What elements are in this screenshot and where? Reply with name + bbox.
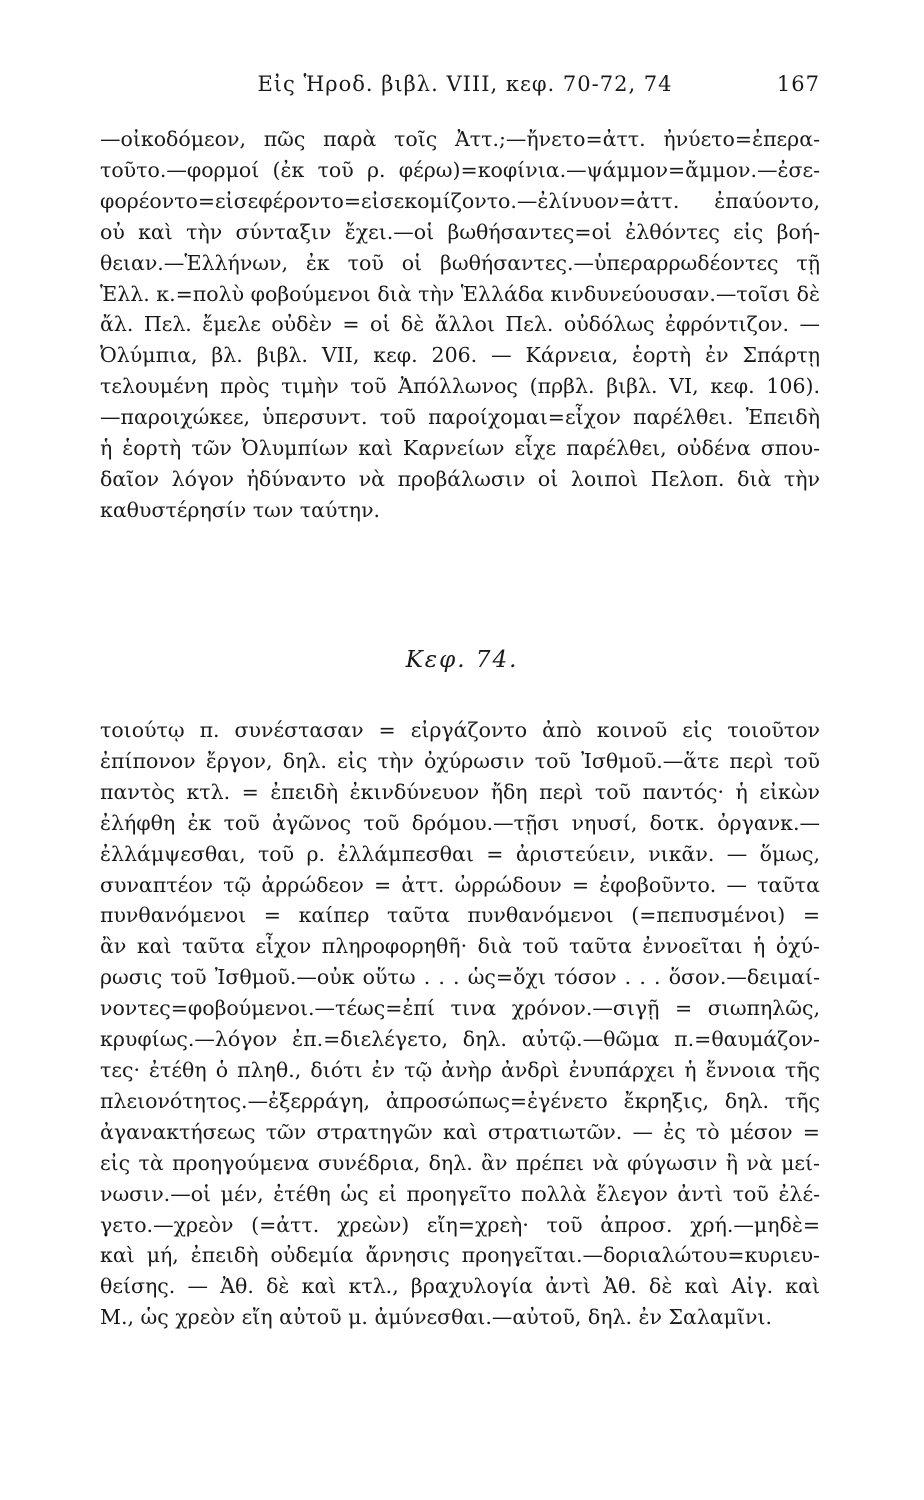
text-line: καὶ μή, ἐπειδὴ οὐδεμία ἄρνησις προηγεῖται.—δοριαλώτου=κυριευ- — [100, 1243, 820, 1268]
text-line: θείσης. — Ἀθ. δὲ καὶ κτλ., βραχυλογία ἀντὶ Ἀθ. δὲ καὶ Αἰγ. καὶ — [100, 1274, 820, 1299]
text-line: παντὸς κτλ. = ἐπειδὴ ἐκινδύνευον ἤδη περὶ τοῦ παντός· ἡ εἰκὼν — [100, 779, 820, 804]
text-line: δαῖον λόγον ἠδύναντο νὰ προβάλωσιν οἱ λοιποὶ Πελοπ. διὰ τὴν — [100, 466, 820, 491]
text-line: —οἰκοδόμεον, πῶς παρὰ τοῖς Ἀττ.;—ἤνετο=ἀττ. ἠνύετο=ἐπερα- — [100, 127, 820, 151]
running-head — [110, 72, 820, 112]
text-line: ρωσις τοῦ Ἰσθμοῦ.—οὐκ οὕτω . . . ὡς=ὄχι τόσον . . . ὅσον.—δειμαί- — [100, 965, 820, 990]
text-line: τελουμένη πρὸς τιμὴν τοῦ Ἀπόλλωνος (πρβλ. βιβλ. VI, κεφ. 106). — [100, 374, 820, 399]
text-line: πυνθανόμενοι = καίπερ ταῦτα πυνθανόμενοι (=πεπυσμένοι) = — [100, 903, 820, 928]
text-line: νοντες=φοβούμενοι.—τέως=ἐπί τινα χρόνον.—σιγῇ = σιωπηλῶς, — [100, 996, 820, 1021]
text-line: ἂν καὶ ταῦτα εἶχον πληροφορηθῆ· διὰ τοῦ ταῦτα ἐννοεῖται ἡ ὀχύ- — [100, 934, 820, 959]
text-line: καθυστέρησίν των ταύτην. — [100, 497, 381, 522]
commentary-section-1 — [100, 124, 820, 526]
text-line: ἀγανακτήσεως τῶν στρατηγῶν καὶ στρατιωτῶν. — ἐς τὸ μέσον = — [100, 1119, 820, 1144]
text-line: πλειονότητος.—ἐξερράγη, ἀπροσώπως=ἐγένετο ἔκρηξις, δηλ. τῆς — [100, 1088, 820, 1113]
running-title: Εἰς Ἡροδ. βιβλ. VIII, κεφ. 70-72, 74 — [257, 72, 673, 96]
text-line: γετο.—χρεὸν (=ἀττ. χρεὼν) εἴη=χρεὴ· τοῦ ἀπροσ. χρή.—μηδὲ= — [100, 1212, 820, 1237]
text-line: Ὀλύμπια, βλ. βιβλ. VII, κεφ. 206. — Κάρνεια, ἑορτὴ ἐν Σπάρτῃ — [100, 343, 820, 368]
text-line: συναπτέον τῷ ἀρρώδεον = ἀττ. ὠρρώδουν = ἐφοβοῦντο. — ταῦτα — [100, 872, 820, 897]
text-line: φορέοντο=εἰσεφέροντο=εἰσεκομίζοντο.—ἐλίνυον=ἀττ. ἐπαύοντο, — [100, 188, 820, 213]
paragraph-2 — [100, 715, 820, 1333]
chapter-heading: Κεφ. 74. — [405, 647, 519, 673]
commentary-section-2 — [100, 715, 820, 1333]
text-line: θειαν.—Ἑλλήνων, ἐκ τοῦ οἱ βωθήσαντες.—ὑπεραρρωδέοντες τῇ — [100, 250, 820, 275]
text-line: Μ., ὡς χρεὸν εἴη αὐτοῦ μ. ἀμύνεσθαι.—αὐτοῦ, δηλ. ἐν Σαλαμῖνι. — [100, 1305, 773, 1330]
page-number: 167 — [776, 72, 820, 96]
text-line: εἰς τὰ προηγούμενα συνέδρια, δηλ. ἂν πρέπει νὰ φύγωσιν ἢ νὰ μεί- — [100, 1150, 820, 1175]
text-line: —παροιχώκεε, ὑπερσυντ. τοῦ παροίχομαι=εἶχον παρέλθει. Ἐπειδὴ — [100, 405, 820, 430]
text-line: τες· ἐτέθη ὁ πληθ., διότι ἐν τῷ ἀνὴρ ἀνδρὶ ἐνυπάρχει ἡ ἔννοια τῆς — [100, 1057, 820, 1082]
text-line: τοιούτῳ π. συνέστασαν = εἰργάζοντο ἀπὸ κοινοῦ εἰς τοιοῦτον — [100, 718, 820, 742]
text-line: ἐπίπονον ἔργον, δηλ. εἰς τὴν ὀχύρωσιν τοῦ Ἰσθμοῦ.—ἅτε περὶ τοῦ — [100, 748, 820, 773]
text-line: ἐλήφθη ἐκ τοῦ ἀγῶνος τοῦ δρόμου.—τῇσι νηυσί, δοτκ. ὀργανκ.— — [100, 810, 820, 835]
text-line: ἄλ. Πελ. ἔμελε οὐδὲν = οἱ δὲ ἄλλοι Πελ. οὐδόλως ἐφρόντιζον. — — [100, 312, 820, 337]
paragraph-1 — [100, 124, 820, 526]
text-line: ἡ ἑορτὴ τῶν Ὀλυμπίων καὶ Καρνείων εἶχε παρέλθει, οὐδένα σπου- — [100, 436, 820, 461]
text-line: τοῦτο.—φορμοί (ἐκ τοῦ ρ. φέρω)=κοφίνια.—ψάμμον=ἄμμον.—ἐσε- — [100, 157, 820, 182]
text-line: κρυφίως.—λόγον ἐπ.=διελέγετο, δηλ. αὐτῷ.—θῶμα π.=θαυμάζον- — [100, 1027, 820, 1052]
text-line: νωσιν.—οἱ μέν, ἐτέθη ὡς εἰ προηγεῖτο πολλὰ ἔλεγον ἀντὶ τοῦ ἐλέ- — [100, 1181, 820, 1206]
text-line: Ἑλλ. κ.=πολὺ φοβούμενοι διὰ τὴν Ἑλλάδα κινδυνεύουσαν.—τοῖσι δὲ — [100, 281, 820, 306]
text-line: οὐ καὶ τὴν σύνταξιν ἔχει.—οἱ βωθήσαντες=οἱ ἐλθόντες εἰς βοή- — [100, 219, 820, 244]
text-line: ἐλλάμψεσθαι, τοῦ ρ. ἐλλάμπεσθαι = ἀριστεύειν, νικᾶν. — ὅμως, — [100, 841, 820, 866]
